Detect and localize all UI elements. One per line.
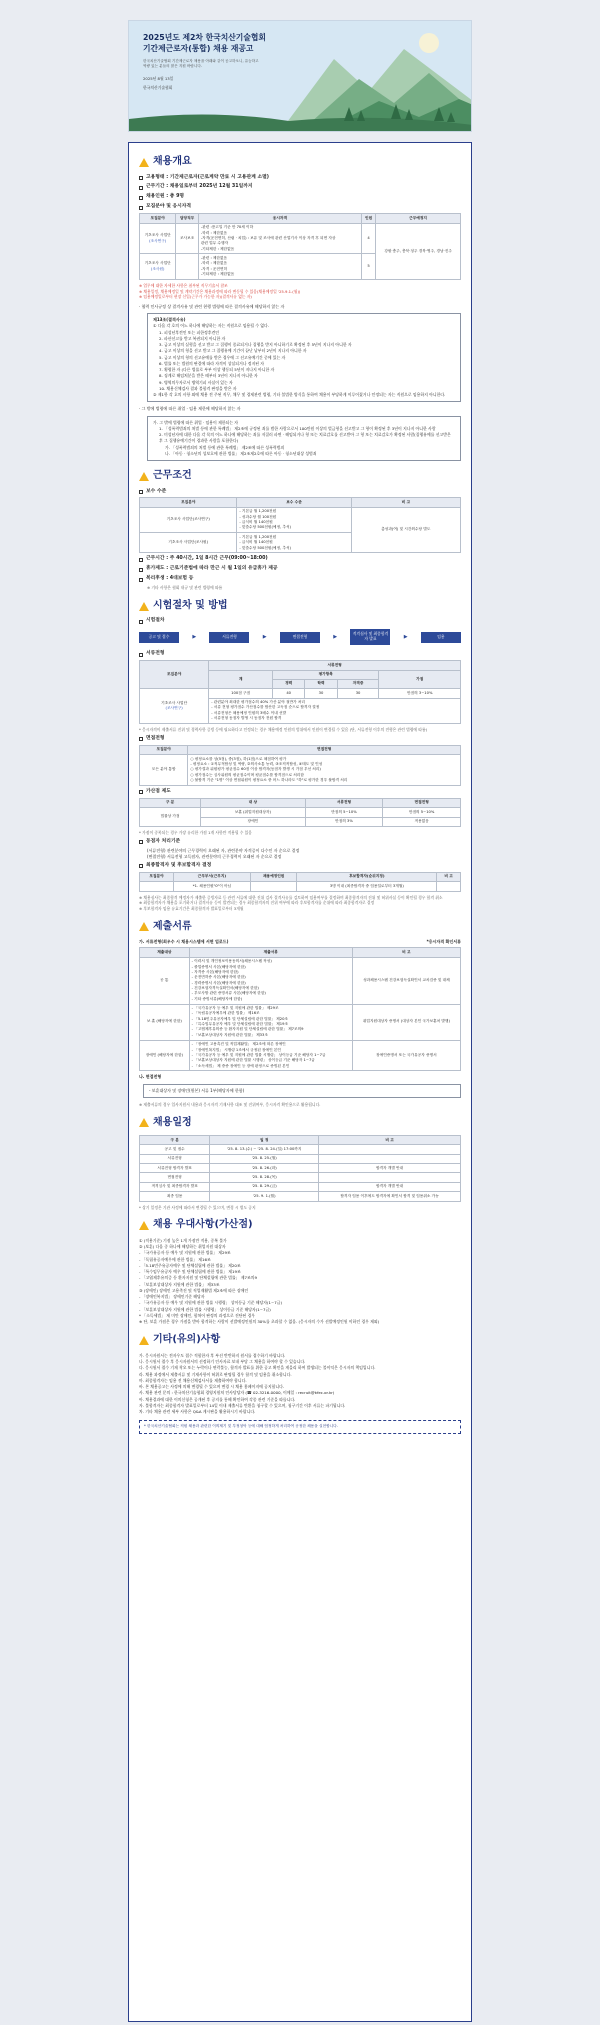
list-item: 2. 파산선고를 받고 복권되지 아니한 자 — [159, 335, 226, 341]
note: ※ 채용심사는 최종합격 예정자가 제출한 증빙자료 등 관련 서류에 대한 진위 검사 결격사유를 검토하여 임용여부를 결정하며 최종합격자의 진위 및 허위사실 등이 확인될 경우 합격 취소 — [139, 894, 443, 900]
cell: 30 — [305, 689, 337, 698]
section-preferences — [139, 1218, 461, 1325]
cell: - 「독립유공자예우에 관한 법률」 제16조 — [191, 1011, 260, 1016]
list-item: - 「고엽제후유의증 등 환자지원 및 단체설립에 관한 법률」 제7조의9 — [139, 1275, 257, 1281]
table-header: 대 상 — [201, 798, 306, 807]
list-item: 라. 채용 과정에서 제출서류 및 기재사항이 허위로 판명될 경우 합격 및 임용을 취소합니다. — [139, 1371, 292, 1377]
cell: 장애인 — [201, 817, 306, 826]
section-title: 채용 우대사항(가산점) — [153, 1219, 253, 1231]
checkbox-bullet-icon — [139, 206, 143, 210]
cell: 100점 구점 — [209, 689, 273, 698]
banner — [128, 20, 472, 132]
condition-item: 휴가제도 : 근로기준법에 따라 만근 시 월 1일의 유급휴가 제공 — [146, 566, 278, 572]
list-item: 4. 금고 이상의 형을 선고 받고 그 집행유예 기간이 끝난 날부터 2년이 지나지 아니한 자 — [159, 348, 307, 354]
list-item: - 「국가유공자 등 예우 및 지원에 관한 법률 시행령」 상이등급 기준 해당자(1~7급) — [139, 1300, 283, 1306]
interview-table — [139, 745, 461, 786]
table-row — [140, 689, 461, 698]
cell: -학력 : 제한없음 — [200, 261, 228, 266]
cell: - 「보훈보상대상자 지원에 관한 법률 시행령」 상이등급 기준 해당자 1~7급 — [191, 1058, 315, 1063]
table-header: 채용예정인원 — [250, 872, 297, 881]
cell: 기초조사 사업단 — [144, 233, 171, 238]
cell: 서류전형 합격자 발표 — [140, 1164, 210, 1173]
banner-desc-line2: 역량 있는 분들의 많은 지원 바랍니다. — [143, 64, 202, 69]
list-item: ① 다음 각 호의 어느 하나에 해당하는 자는 직원으로 임용될 수 없다. — [153, 323, 270, 329]
section-selection-process — [139, 599, 461, 912]
section-overview — [139, 155, 461, 461]
list-item: 나. 응시원서 접수 후 응시자원서의 선정하기 인사자료 보내 부담 그 채용을 하여야 할 수 있습니다. — [139, 1359, 306, 1364]
section-notes — [139, 1333, 461, 1433]
warning-triangle-icon — [139, 1221, 149, 1230]
footer-notice: * 한국치산기술협회는 직원 채용과 관련한 이의제기 및 부정청탁 등에 대해 엄정하게 처리하여 공정한 채용을 실현합니다. — [139, 1420, 461, 1433]
cell: (조사연구) — [165, 706, 183, 711]
cell: 만점의 3~10% — [379, 689, 461, 698]
cell: - 평정요소 : ①직무적합성 및 역량, ②의사소통 능력, ③조직적합성, ④태도 및 인성 — [190, 761, 323, 766]
cell: - 기본급 월 1,200천원 — [239, 534, 277, 539]
cell: 법률상 가점 — [140, 808, 201, 827]
cell: -자격(운전면허, 산림 · 치업) : 보유 및 조사에 관련 산업기사 이상 자격 후 되면 자상 — [200, 235, 336, 240]
list-item: 자. 불합격자는 최종합격자 발표일로부터 14일 이내 제출서류 반환을 청구할 수 있으며, 청구기간 이후 서류는 파기됩니다. — [139, 1402, 346, 1408]
cell: - 「5.18민주유공자예우 및 단체설립에 관한 법률」 제20조 — [191, 1016, 288, 1021]
list-item: - 「특수임무유공자 예우 및 단체설립에 관한 법률」 제19조 — [139, 1269, 241, 1274]
list-item: * 「소득세법」 제 미만 장애인, 합쳐어 판정의 과정으로 진단된 경우 — [139, 1312, 256, 1318]
documents-table — [139, 947, 461, 1071]
checkbox-bullet-icon — [139, 196, 143, 200]
cell: - 관련분야 최대한 평가점수의 40% 가산 분야 절반가 처리 — [211, 700, 305, 705]
bonus-points-table — [139, 798, 461, 827]
final-candidate-table — [139, 872, 461, 892]
section-title: 시험절차 및 방법 — [153, 599, 228, 611]
list-item: 나. 「아동 · 청소년의 성보호에 관한 법률」 제2조제2호에 따른 아동 · 청소년대상 성범죄 — [165, 450, 317, 456]
list-item: 3. 금고 이상의 실형을 선고 받고 그 집행이 종료되거나 집행을 받지 아니하기로 확정된 후 5년이 지나지 아니한 자 — [159, 342, 352, 348]
list-item: 6. 법률 또는 법원의 판결에 따라 자격이 상실되거나 정지된 자 — [159, 360, 265, 366]
subsection-title: 보수 수준 — [146, 488, 167, 494]
table-row — [140, 1145, 461, 1154]
overview-item: 모집분야 및 응시자격 — [146, 204, 192, 210]
table-row — [140, 223, 461, 254]
table-row — [140, 808, 461, 817]
arrow-right-icon: ▶ — [403, 633, 408, 640]
table-header: 일 정 — [210, 1136, 319, 1145]
cell: 4 — [362, 223, 376, 254]
checkbox-bullet-icon — [139, 176, 143, 180]
process-step: 공고 및 접수 — [139, 632, 179, 643]
list-item: - 「국가유공자 등 예우 및 지원에 관한 법률」 제29조 — [139, 1250, 231, 1256]
table-header: 보수 수준 — [237, 498, 351, 507]
condition-item: 복리후생 : 4대보험 등 — [146, 576, 194, 582]
banner-date: 2025년 8월 13일 — [143, 75, 174, 81]
warning-triangle-icon — [139, 472, 149, 481]
cell: (조사연구) — [149, 238, 167, 243]
section-title: 채용일정 — [153, 1116, 192, 1128]
cell: '25. 8. 26.(화) — [210, 1164, 319, 1173]
subsection-title: 면접전형 — [146, 735, 165, 741]
cell: - 「소득세법」 제 중증 장애인 등 장애 판정으로 증빙된 본인 — [191, 1063, 290, 1068]
cell — [319, 1173, 461, 1182]
note: ※ 기타 사항은 협회 내규 및 관련 법령에 따름 — [147, 585, 223, 591]
section-title: 제출서류 — [153, 920, 192, 932]
table-header: 모집분야 — [140, 745, 188, 754]
cell: 최종 임용 — [140, 1192, 210, 1201]
warning-triangle-icon — [139, 158, 149, 167]
note: ※ 최종합격자가 채용을 포기하거나 결격사유 등이 발견되는 경우 최종합격자의 진위 여부에 따라 후보합격자를 순위에 따라 최종합격자로 결정 — [139, 900, 375, 906]
cell: - 부모사항 관련 증빙서류 사본(해당자에 한함) — [191, 991, 266, 996]
checkbox-bullet-icon — [139, 620, 143, 624]
cell: -관련 : 제한없음 — [200, 255, 228, 260]
section-title: 기타(유의)사항 — [153, 1334, 221, 1346]
cell: (조사원) — [150, 266, 165, 271]
process-step: 적격심사 및 최종합격자 발표 — [350, 629, 390, 645]
cell: - 이력서 및 개인정보이용동의서(채용시스템 작성) — [191, 959, 272, 964]
cell: 서류전형 — [140, 1154, 210, 1163]
cell: 강원·충주, 충북·청주 경북·영주, 경남·진주 — [376, 223, 461, 279]
table-header: 제출서류 — [189, 948, 352, 957]
condition-item: 근무시간 : 주 40시간, 1일 8시간 근무(09:00~18:00) — [146, 556, 268, 562]
cell: 총성과(여) 및 시간외수당 별도 — [351, 507, 460, 553]
cell: - 서류 전형 평가점수 가산점수를 합산한 고득점 순으로 합격자 결정 — [211, 705, 320, 710]
cell: 기초조사 사업단(조사원) — [140, 533, 237, 553]
cell: '25. 8. 25.(월) — [210, 1154, 319, 1163]
cell: '25. 8. 28.(목) — [210, 1173, 319, 1182]
cell: 관련 업무 수행자 — [200, 241, 229, 246]
cell: - 「보훈보상대상자 지원에 관한 법률」 제33조 — [191, 1032, 268, 1037]
schedule-table — [139, 1135, 461, 1202]
table-row — [140, 1154, 461, 1163]
list-item: ② 제1항 각 호의 사항 외에 채용 전 주된 직무, 채무 및 경제관련 법령, 기타 불법한 방식을 통하여 채용이 부당하게 이루어졌거나 인정되는 자는 직원으로 임용하지 아니한다. — [153, 392, 446, 398]
cell: - 서류전형은 채용예정 인원의 3배수 이내 선발 — [211, 710, 287, 715]
list-item: 10. 채용신체검사 결과 불합격 판정을 받은 자 — [159, 385, 237, 391]
cell: - 경력증명서 사본(해당자에 한함) — [191, 980, 246, 985]
section-documents — [139, 920, 461, 1108]
table-header: 계 — [209, 670, 273, 689]
cell: ○ 평가결과 위원평가 평균점수 60점 이상 합격자(동점자 발생 시 가점 우선 처리) — [190, 767, 321, 772]
cell: 기초조사 사업단 — [161, 700, 188, 705]
cell — [319, 1145, 461, 1154]
cell: 성과채용시스템 건강보험득실확인서 교차검증 및 대체 — [352, 957, 460, 1004]
cell: - 급식비 월 140천원 — [239, 540, 273, 545]
checkbox-bullet-icon — [139, 864, 143, 868]
cell: 40 — [273, 689, 305, 698]
cell: 보 훈 (해당자에 한함) — [140, 1004, 190, 1040]
table-header: 면접전형 — [383, 798, 461, 807]
table-row — [140, 882, 461, 891]
table-header: 응시자격 — [198, 214, 361, 223]
cell — [140, 882, 174, 891]
table-header: 비 고 — [319, 1136, 461, 1145]
cell: -학력 : 제한없음 — [200, 230, 228, 235]
checkbox-bullet-icon — [139, 653, 143, 657]
table-row — [140, 1004, 461, 1040]
list-item: - 「보훈보상대상자 지원에 관한 법률 시행령」 상이등급 기준 해당자(1~7급) — [139, 1306, 271, 1312]
cell: -기타제한 : 제한없음 — [200, 246, 235, 251]
cell: 기초조사 사업단 — [144, 261, 171, 266]
banner-title-line1: 2025년도 제2차 한국치산기술협회 — [143, 33, 266, 42]
cell: -기타제한 : 제한없음 — [200, 272, 235, 277]
cell: - 「장애인복지법」 시행령 1조에서 규정된 장애인 본인 — [191, 1047, 281, 1052]
warning-triangle-icon — [139, 922, 149, 931]
checkbox-bullet-icon — [139, 840, 143, 844]
list-item: 다. 응시원서 접수 기재 착오 또는 누락이나 연락불능, 합격자 발표를 위한 공고 확인을 게을리 하여 발생되는 불이익은 응시자의 책임입니다. — [139, 1365, 376, 1371]
cell: 보훈 (취업지원대상자) — [201, 808, 306, 817]
list-item: - 「장애인복지법」 장애인기준 해당자 — [139, 1294, 205, 1299]
list-item: 아. 채용결과에 대한 이의신청은 공개된 후 공지를 통해 확인하여 각종 관련 기준을 따릅니다. — [139, 1396, 296, 1402]
cell — [250, 882, 297, 891]
list-item: 가. 응시자원서는 전자우도 접수 적합한자 후 부선 반반하지 원서를 접수하기 바랍니다. — [139, 1352, 286, 1358]
checkbox-bullet-icon — [139, 737, 143, 741]
table-row — [140, 1192, 461, 1201]
warning-triangle-icon — [139, 1336, 149, 1345]
box-title: 제13조(결격사유) — [153, 317, 186, 323]
cell: 합격자 개별 안내 — [319, 1182, 461, 1191]
table-header: 면접전형 — [188, 745, 461, 754]
cell: 만점의 5~10% — [383, 808, 461, 817]
checkbox-bullet-icon — [139, 558, 143, 562]
cell: - 「특수임무유공자 예우 및 단체설립에 관한 법률」 제19조 — [191, 1022, 289, 1027]
cell: '25. 8. 13.(수) ~ '25. 8. 24.(일) 17:00까지 — [210, 1145, 319, 1154]
cell: 장애인 (해당자에 한함) — [140, 1040, 190, 1071]
section-title: 채용개요 — [153, 156, 192, 167]
cell: 만점의 5~10% — [305, 808, 383, 817]
cell: - 운전면허증 사본(해당자에 한함) — [191, 975, 246, 980]
subsection-note: *응시자격 확인서류 — [426, 939, 461, 945]
list-item: 8. 징계로 해임처분을 받은 때부터 3년이 지나지 아니한 자 — [159, 373, 258, 379]
section-schedule — [139, 1116, 461, 1211]
cell: -관련 :풍고일 기준 만 70세 이하 — [200, 225, 254, 230]
cell: '25. 8. 29.(금) — [210, 1182, 319, 1191]
cell: ○ 불합격 기준 "1명" 이상 면접위원이 평정요소 중 어느 하나라도 "하"로 평가한 경우 불합격 처리 — [190, 777, 348, 782]
cell: - 기본급 월 1,200천원 — [239, 509, 277, 514]
document-screening-table — [139, 660, 461, 724]
list-item: (서류전형) 관련분야의 근무경력이 오래된 자, 관련분야 자격증이 다수인 자 순으로 결정 — [147, 847, 300, 853]
table-header: 비 고 — [437, 872, 461, 881]
cell: 만점의 3% — [305, 817, 383, 826]
cell: '25. 9. 1.(월) — [210, 1192, 319, 1201]
checkbox-bullet-icon — [139, 568, 143, 572]
cell: 조사보조 — [176, 223, 198, 254]
cell: - 「국가유공자 등 예우 및 지원에 관한 법률」 제29조 — [191, 1006, 279, 1011]
subsection-title: 최종합격자 및 후보합격자 결정 — [146, 862, 212, 868]
pay-table — [139, 497, 461, 553]
list-item: ① (적용기준) 기점 높은 1개 가점만 적용, 중복 불가 — [139, 1237, 227, 1243]
cell: 5 — [362, 254, 376, 279]
list-item: 5. 금고 이상의 형의 선고유예를 받은 경우에 그 선고유예기간 중에 있는 자 — [159, 354, 286, 360]
cell — [176, 254, 198, 279]
subsection-title: 가. 서류전형(최우수 시 채용시스템에 서면 업로드) — [139, 939, 229, 945]
list-item: 마. 최종합격자는 임용 전 채용신체검사서를 제출하여야 합니다. — [139, 1377, 247, 1383]
checkbox-bullet-icon — [139, 578, 143, 582]
cell: - 졸업증명서 사본(해당자에 한함) — [191, 964, 246, 969]
process-step: 서류전형 — [209, 632, 249, 643]
list-item: 사. 채용 관련 문의 : 한국치산기술협회 경영지원처 인사담당자 (☎ 02-3216-0000, 이메일 : recruit@kfec.or.kr) — [139, 1390, 335, 1396]
cell: 30 — [337, 689, 379, 698]
announcement-panel — [128, 142, 472, 2022]
list-item: 2. 미성년자에 대한 다음 각 목의 어느 하나에 해당하는 죄를 저질러 파면 · 해임되거나 형 또는 치료감호를 선고받아 그 형 또는 치료감호가 확정된 사람(집행유예를 선고받은 후 그 집행유예기간이 경과한 사람을 포함한다) — [159, 432, 451, 444]
checkbox-bullet-icon — [139, 186, 143, 190]
warning-triangle-icon — [139, 1118, 149, 1127]
table-header: 인원 — [362, 214, 376, 223]
cell: - 건강보험자격득실확인서(해당자에 한함) — [191, 985, 259, 990]
cell: 합격자 임용 이후에도 합격자에 확인서 합격 및 임용취소 가능 — [319, 1192, 461, 1201]
table-header: 모집분야 — [140, 214, 176, 223]
subsection-title: 가산점 제도 — [146, 788, 171, 794]
table-header: 모집분야 — [140, 498, 237, 507]
table-header: 학력 — [305, 679, 337, 688]
cell: - 서류전형 동점자 발생 시 동점자 전원 합격 — [211, 716, 282, 721]
cell: - 「국가유공자 등 예우 및 지원에 관한 법률 시행령」 상이등급 기준 해당자 1~7급 — [191, 1052, 326, 1057]
cell: 기초조사 사업단(조사연구) — [140, 507, 237, 532]
cell: - 「고엽제후유의증 등 환자지원 및 단체설립에 관한 법률」 제7조의9 — [191, 1027, 304, 1032]
table-row — [140, 507, 461, 532]
cell: 합격자 개별 안내 — [319, 1164, 461, 1173]
list-item: ※ 단, 보훈 가점은 경우 가점을 받아 합격하는 사람이 선발예정인원의 30%를 초과할 수 없음. (응시자의 수가 선발예정인원 이하인 경우 제외) — [139, 1319, 380, 1324]
arrow-right-icon: ▶ — [192, 633, 197, 640]
list-item: ② (보훈) 다음 중 하나에 해당하는 취업지원 대상자 — [139, 1244, 226, 1249]
table-header: 비 고 — [352, 948, 460, 957]
checkbox-bullet-icon — [139, 790, 143, 794]
note: * 가점이 중복되는 경우 가장 유리한 가점 1개 사항만 적용될 수 있음 — [139, 829, 252, 835]
cell: - 맞춤수당 500천원(예정, 추석) — [239, 525, 291, 530]
table-row — [140, 1182, 461, 1191]
list-item: 1. 「성폭력범죄의 처벌 등에 관한 특례법」 제2조에 규정된 죄를 범한 사람으로서 100만원 이상의 벌금형을 선고받고 그 형이 확정된 후 3년이 지나지 아니한 사람 — [159, 425, 436, 431]
table-header: 구 분 — [140, 798, 201, 807]
cell — [437, 882, 461, 891]
cell: - 기타 증빙서류(해당자에 한함) — [191, 996, 243, 1001]
table-header: 서류전형 — [305, 798, 383, 807]
table-header: 경력 — [273, 679, 305, 688]
table-header: 서류전형 — [209, 661, 461, 670]
arrow-right-icon: ▶ — [333, 633, 338, 640]
banner-title-line2: 기간제근로자(통합) 채용 재공고 — [143, 43, 254, 53]
overview-item: 근무기간 : 채용일로부터 2025년 12월 31일까지 — [146, 184, 253, 190]
subsection-title: 시험절차 — [146, 618, 165, 624]
list-item: 9. 병역의무자로서 병역기피 사실이 있는 자 — [159, 379, 233, 385]
recruit-field-table — [139, 213, 461, 280]
table-row — [140, 957, 461, 1004]
list-item: 차. 기타 채용 관련 세부 사항은 Q&A 게시판을 활용하시기 바랍니다. — [139, 1409, 256, 1414]
table-header: 자격증 — [337, 679, 379, 688]
checkbox-bullet-icon — [139, 490, 143, 494]
law-heading: · 그 밖에 법령에 따른 취업 · 임용 제한에 해당하지 않는 자 — [139, 406, 241, 412]
disqualification-heading: · 협력 인사규정 상 결격사유 및 관련 현행 법령에 따른 결격사유에 해당하지 않는 자 — [139, 303, 285, 309]
list-item: 7. 횡령한 자 (다른 법률로 부부 이상 행동되 5년이 지나지 아니한 자 — [159, 367, 275, 373]
cell — [319, 1154, 461, 1163]
cell: - 성과수당 월 100천원 — [239, 514, 277, 519]
note: * 상기 일정은 기관 사정에 따라서 변경될 수 있으며, 변경 시 별도 공지 — [139, 1204, 256, 1210]
cell: ○ 평정요소를 상(5점), 중(3점), 하(1점)으로 채점하여 평가 — [190, 756, 287, 761]
list-item: - 「독립유공자예우에 관한 법률」 제16조 — [139, 1256, 211, 1262]
cell: ○ 평가점수는 심사위원의 평균점수이며 평균점수를 합격점으로 처리함 — [190, 772, 304, 777]
note: ※ 채용일정, 채용예정일 및 계약기간은 채용과정에 따라 변동될 수 있음(채용예정일 '25.9.1.(월)) — [139, 288, 301, 294]
cell: 취업지원대상자 증명서 (대상자 본인 국가보훈처 발행) — [352, 1004, 460, 1040]
note: ※ 제출서류의 경우 입사지원서 내용과 응시자격 기재사항 대조 및 진위여부, 응시자격 확인용으로 활용됩니다. — [139, 1101, 321, 1107]
cell: - 맞춤수당 500천원(예정, 추석) — [239, 545, 291, 550]
cell: 적용없음 — [383, 817, 461, 826]
disqualification-box — [147, 313, 461, 402]
list-item: 바. 본 채용공고는 사정에 의해 변경될 수 있으며 변경 시 채용 홈페이지에 공지합니다. — [139, 1384, 285, 1389]
arrow-right-icon: ▶ — [262, 633, 267, 640]
note: ※ 임용예정일로부터 현장 신입(근무가 가능한 자)(결격사유 없는 자) — [139, 294, 252, 300]
list-item: 가. 그 밖에 법령에 따른 취업 · 임용이 제한되는 자 — [153, 419, 239, 425]
cell: - 자격증 사본(해당자에 한함) — [191, 969, 239, 974]
table-row — [140, 755, 461, 786]
cell: 장애인증명서 또는 국가유공자 증명서 — [352, 1040, 460, 1071]
cell: - 급식비 월 140천원 — [239, 520, 273, 525]
cell: 적격심사 및 최종합격자 발표 — [140, 1182, 210, 1191]
subsection-title: 나. 면접전형 — [139, 1074, 162, 1080]
warning-triangle-icon — [139, 602, 149, 611]
overview-item: 채용인원 : 총 9명 — [146, 194, 185, 200]
table-header: 제출대상 — [140, 948, 190, 957]
process-steps — [139, 629, 461, 645]
law-box — [147, 416, 461, 462]
list-item: 1. 피성년후견인 또는 피한정후견인 — [159, 329, 220, 335]
list-item: - 「5.18민주유공자예우 및 단체설립에 관한 법률」 제20조 — [139, 1262, 241, 1268]
interview-docs-box — [143, 1084, 461, 1098]
section-title: 근무조건 — [153, 470, 192, 482]
list-item: 가. 「성폭력범죄의 처벌 등에 관한 특례법」 제2조에 따른 성폭력범죄 — [165, 444, 285, 450]
note: * 응시자격이 제출서류 진위 및 경력사항 증빙 등에 필요하다고 인정되는 경우 채용예정 인원의 범위에서 인원이 변경될 수 있음 (단, 서류전형 이후의 전형은 관련 법령에 따름) — [139, 727, 428, 733]
table-row — [140, 1164, 461, 1173]
table-header: 평가항목 — [273, 670, 379, 679]
table-header: 근무예정지 — [376, 214, 461, 223]
process-step: 임용 — [421, 632, 461, 643]
list-item: - 「보훈보상대상자 지원에 관한 법률」 제33조 — [139, 1281, 220, 1287]
cell: -자격 : 운전면허 — [200, 266, 228, 271]
cell: 면접전형 — [140, 1173, 210, 1182]
cell: 3명 이내 (최종합격자 중 임용일로부터 3개월) — [297, 882, 437, 891]
cell: - 「장애인 고용촉진 및 직업재활법」 제2조에 따른 장애인 — [191, 1042, 286, 1047]
table-header: 모집분야 — [140, 872, 174, 881]
note: ※ 후보합격자 임용 유효기간은 최종합격자 발표일로부터 3개월 — [139, 905, 244, 911]
cell: 공고 및 접수 — [140, 1145, 210, 1154]
table-header: 모집분야 — [140, 661, 209, 689]
table-header: 구 분 — [140, 1136, 210, 1145]
table-header: 근무부서(근무지) — [174, 872, 251, 881]
section-working-conditions — [139, 469, 461, 591]
banner-org: 한국치산기술협회 — [143, 85, 173, 91]
table-row — [140, 1173, 461, 1182]
subsection-title: 서류전형 — [146, 651, 165, 657]
process-step: 면접전형 — [280, 632, 320, 643]
cell: 공 통 — [140, 957, 190, 1004]
table-header: 후보합격자(순위지정) — [297, 872, 437, 881]
list-item: - 보훈대상자 및 장애인(원본) 서류 1부(해당자에 한함) — [149, 1087, 245, 1093]
subsection-title: 동점자 처리기준 — [146, 838, 181, 844]
list-item: (면접전형) 서류전형 고득점자, 관련분야의 근무경력이 오래된 자 순으로 결정 — [147, 853, 282, 859]
note: ※ 업무에 대한 자세한 사항은 첨부된 직무기술서 참조 — [139, 282, 228, 288]
cell: *1. 채용인원"0"이 아님 — [174, 882, 251, 891]
list-item: ③ (장애인) 장애인 고용촉진 및 직업재활법 제2조에 따른 장애인 — [139, 1287, 249, 1293]
table-header: 비 고 — [351, 498, 460, 507]
overview-item: 고용형태 : 기간제근로자(근로계약 만료 시 고용관계 소멸) — [146, 174, 269, 180]
table-row — [140, 1040, 461, 1071]
table-header: 가점 — [379, 670, 461, 689]
cell: 모든 분야 통합 — [140, 755, 188, 786]
banner-desc-line1: 한국치산기술협회 기간제근로자 채용을 아래와 같이 공고하오니, 유능하고 — [143, 59, 259, 64]
table-header: 담당직무 — [176, 214, 198, 223]
